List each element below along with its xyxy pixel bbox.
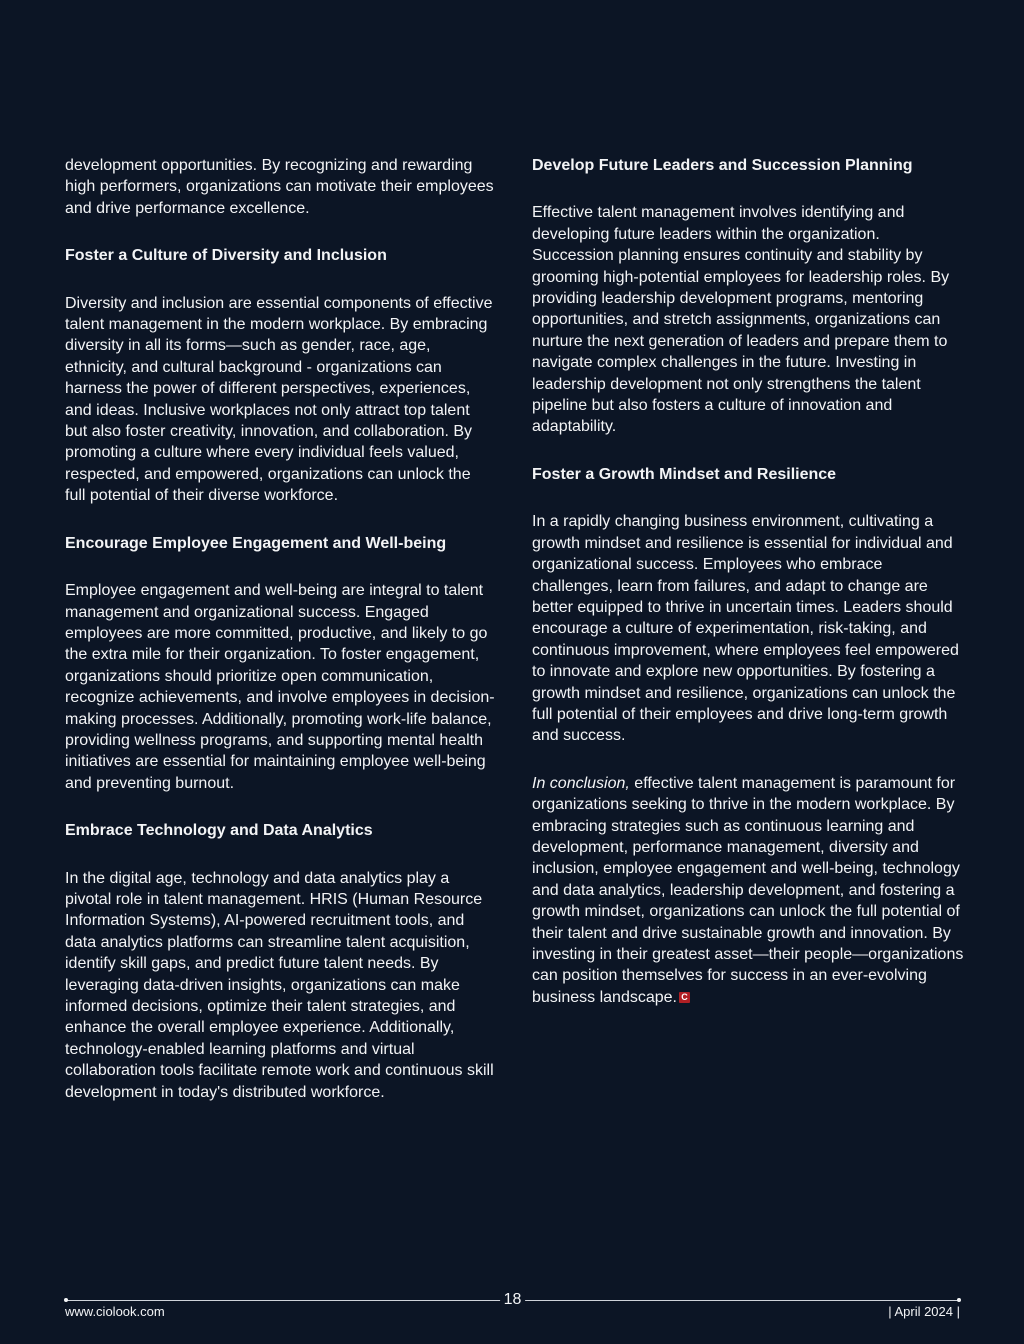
- section-heading-leaders: Develop Future Leaders and Succession Planning: [532, 157, 913, 174]
- section-body-engagement: Employee engagement and well-being are integral to talent management and organizational success. Engaged employees are more committed, productive, and likely to go the extra mile for their organization. To foster engagement, organizations should prioritize open communication, recognize achievements, and involve employees in decision-making processes. Additionally, promoting work-life balance, providing wellness programs, and supporting mental health initiatives are essential for maintaining employee well-being and preventing burnout.: [65, 582, 495, 792]
- divider-left-dot-icon: [64, 1298, 68, 1302]
- conclusion-body: effective talent management is paramount for organizations seeking to thrive in the modern workplace. By embracing strategies such as continuous learning and development, performance management, diversity and inclusion, employee engagement and well-being, technology and data analytics, leadership development, and fostering a growth mindset, organizations can unlock the full potential of their talent and drive sustainable growth and innovation. By investing in their greatest asset—their people—organizations can position themselves for success in an ever-evolving business landscape.: [532, 774, 964, 1006]
- section-heading-technology: Embrace Technology and Data Analytics: [65, 822, 373, 840]
- page-number: 18: [500, 1290, 526, 1310]
- left-column: [65, 155, 495, 1129]
- website-link[interactable]: www.ciolook.com: [65, 1304, 165, 1319]
- end-of-article-icon: C: [679, 992, 690, 1003]
- conclusion-paragraph: [532, 773, 964, 1008]
- page-footer: [65, 1290, 960, 1330]
- section-body-growth: In a rapidly changing business environment, cultivating a growth mindset and resilience is essential for individual and organizational success. Employees who embrace challenges, learn from failures, and adapt to change are better equipped to thrive in uncertain times. Leaders should encourage a culture of experimentation, risk-taking, and continuous improvement, where employees feel empowered to innovate and explore new opportunities. By fostering a growth mindset and resilience, organizations can unlock the full potential of their employees and drive long-term growth and success.: [532, 513, 959, 745]
- conclusion-lead: In conclusion,: [532, 774, 630, 792]
- intro-paragraph: development opportunities. By recognizing and rewarding high performers, organizations can motivate their employees and drive performance excellence.: [65, 157, 494, 217]
- section-heading-diversity: Foster a Culture of Diversity and Inclusion: [65, 247, 387, 265]
- right-column: [532, 155, 964, 1034]
- issue-date: | April 2024 |: [888, 1304, 960, 1319]
- section-body-leaders: Effective talent management involves identifying and developing future leaders within the organization. Succession planning ensures continuity and stability by grooming high-potential employees for leadership roles. By providing leadership development programs, mentoring opportunities, and stretch assignments, organizations can nurture the next generation of leaders and prepare them to navigate complex challenges in the future. Investing in leadership development not only strengthens the talent pipeline but also fosters a culture of innovation and adaptability.: [532, 204, 950, 436]
- section-body-technology: In the digital age, technology and data analytics play a pivotal role in talent management. HRIS (Human Resource Information Systems), AI-powered recruitment tools, and data analytics platforms can streamline talent acquisition, identify skill gaps, and predict future talent needs. By leveraging data-driven insights, organizations can make informed decisions, optimize their talent strategies, and enhance the overall employee experience. Additionally, technology-enabled learning platforms and virtual collaboration tools facilitate remote work and continuous skill development in today's distributed workforce.: [65, 869, 494, 1101]
- divider-right-dot-icon: [957, 1298, 961, 1302]
- article-page: [65, 155, 964, 1185]
- section-heading-growth: Foster a Growth Mindset and Resilience: [532, 465, 837, 483]
- section-body-diversity: Diversity and inclusion are essential components of effective talent management in the modern workplace. By embracing diversity in all its forms—such as gender, race, age, ethnicity, and cultural background - organizations can harness the power of different perspectives, experiences, and ideas. Inclusive workplaces not only attract top talent but also foster creativity, innovation, and collaboration. By promoting a culture where every individual feels valued, respected, and empowered, organizations can unlock the full potential of their diverse workforce.: [65, 294, 493, 505]
- section-heading-engagement: Encourage Employee Engagement and Well-being: [65, 534, 447, 552]
